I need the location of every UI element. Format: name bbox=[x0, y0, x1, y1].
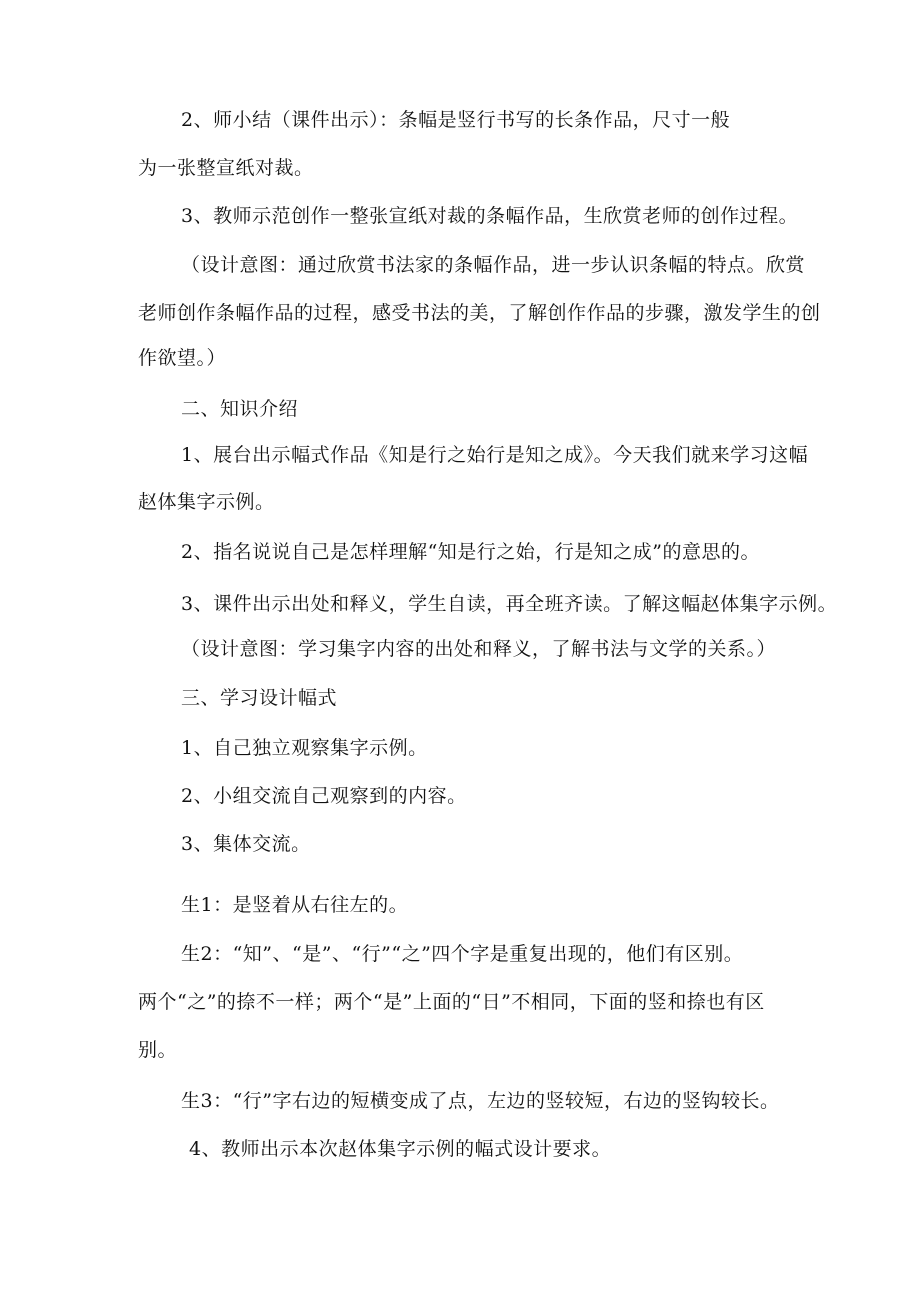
text-line: 生3：“行”字右边的短横变成了点，左边的竖较短，右边的竖钩较长。 bbox=[181, 1090, 780, 1112]
text-line: 4、教师出示本次赵体集字示例的幅式设计要求。 bbox=[189, 1138, 612, 1160]
text-line: 2、师小结（课件出示）：条幅是竖行书写的长条作品，尺寸一般 bbox=[181, 109, 731, 131]
text-line: 生2：“知”、“是”、“行”“之”四个字是重复出现的，他们有区别。 bbox=[181, 943, 744, 965]
text-line: 老师创作条幅作品的过程，感受书法的美，了解创作作品的步骤，激发学生的创 bbox=[138, 302, 821, 324]
text-line: （设计意图：通过欣赏书法家的条幅作品，进一步认识条幅的特点。欣赏 bbox=[181, 254, 806, 276]
text-line: 生1：是竖着从右往左的。 bbox=[181, 894, 409, 916]
text-line: 两个“之”的捺不一样；两个“是”上面的“日”不相同，下面的竖和捺也有区 bbox=[138, 991, 765, 1013]
text-line: 3、课件出示出处和释义，学生自读，再全班齐读。了解这幅赵体集字示例。 bbox=[181, 593, 838, 615]
section-heading: 三、学习设计幅式 bbox=[181, 687, 338, 709]
section-heading: 二、知识介绍 bbox=[181, 398, 299, 420]
text-line: 3、集体交流。 bbox=[181, 833, 311, 855]
text-line: 赵体集字示例。 bbox=[138, 491, 275, 513]
text-line: 1、展台出示幅式作品《知是行之始行是知之成》。今天我们就来学习这幅 bbox=[181, 444, 809, 466]
text-line: 2、指名说说自己是怎样理解“知是行之始，行是知之成”的意思的。 bbox=[181, 541, 761, 563]
text-line: 3、教师示范创作一整张宣纸对裁的条幅作品，生欣赏老师的创作过程。 bbox=[181, 205, 799, 227]
text-line: （设计意图：学习集字内容的出处和释义，了解书法与文学的关系。） bbox=[181, 638, 777, 660]
text-line: 作欲望。） bbox=[138, 347, 227, 369]
text-line: 为一张整宣纸对裁。 bbox=[138, 157, 314, 179]
text-line: 2、小组交流自己观察到的内容。 bbox=[181, 785, 467, 807]
text-line: 1、自己独立观察集字示例。 bbox=[181, 737, 428, 759]
text-line: 别。 bbox=[138, 1039, 178, 1061]
